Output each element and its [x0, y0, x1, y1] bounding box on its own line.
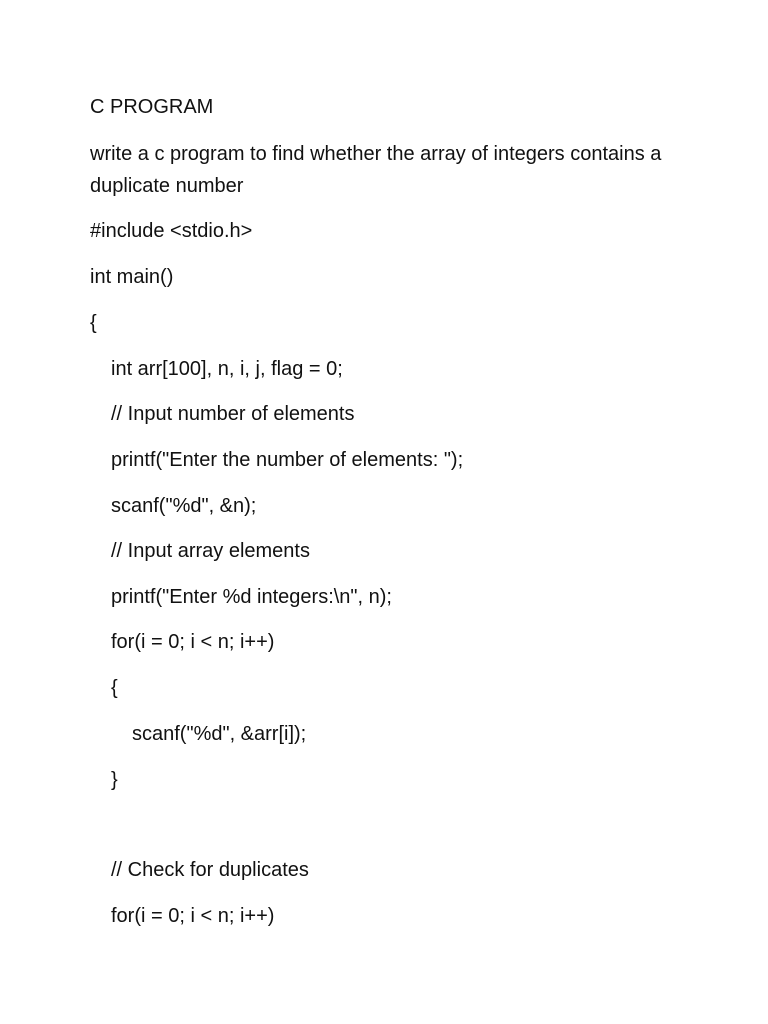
code-line-main: int main() [90, 266, 174, 288]
code-line-for-input: for(i = 0; i < n; i++) [111, 631, 275, 653]
code-line-comment-input-elements: // Input array elements [111, 540, 310, 562]
code-line-include: #include <stdio.h> [90, 220, 253, 242]
code-line-printf-count: printf("Enter the number of elements: "); [111, 449, 464, 471]
question-text: write a c program to find whether the array of integers contains a duplicate number [90, 143, 662, 197]
code-line-comment-check-duplicates: // Check for duplicates [111, 859, 309, 881]
document-heading: C PROGRAM [90, 96, 214, 118]
code-line-declarations: int arr[100], n, i, j, flag = 0; [111, 358, 343, 380]
code-line-scanf-count: scanf("%d", &n); [111, 495, 257, 517]
code-line-scanf-element: scanf("%d", &arr[i]); [132, 723, 307, 745]
code-line-for-check: for(i = 0; i < n; i++) [111, 905, 275, 927]
code-line-loop-open-brace: { [111, 677, 118, 699]
code-line-loop-close-brace: } [111, 769, 118, 791]
code-line-open-brace: { [90, 312, 97, 334]
code-line-comment-input-count: // Input number of elements [111, 403, 355, 425]
code-line-printf-elements: printf("Enter %d integers:\n", n); [111, 586, 392, 608]
